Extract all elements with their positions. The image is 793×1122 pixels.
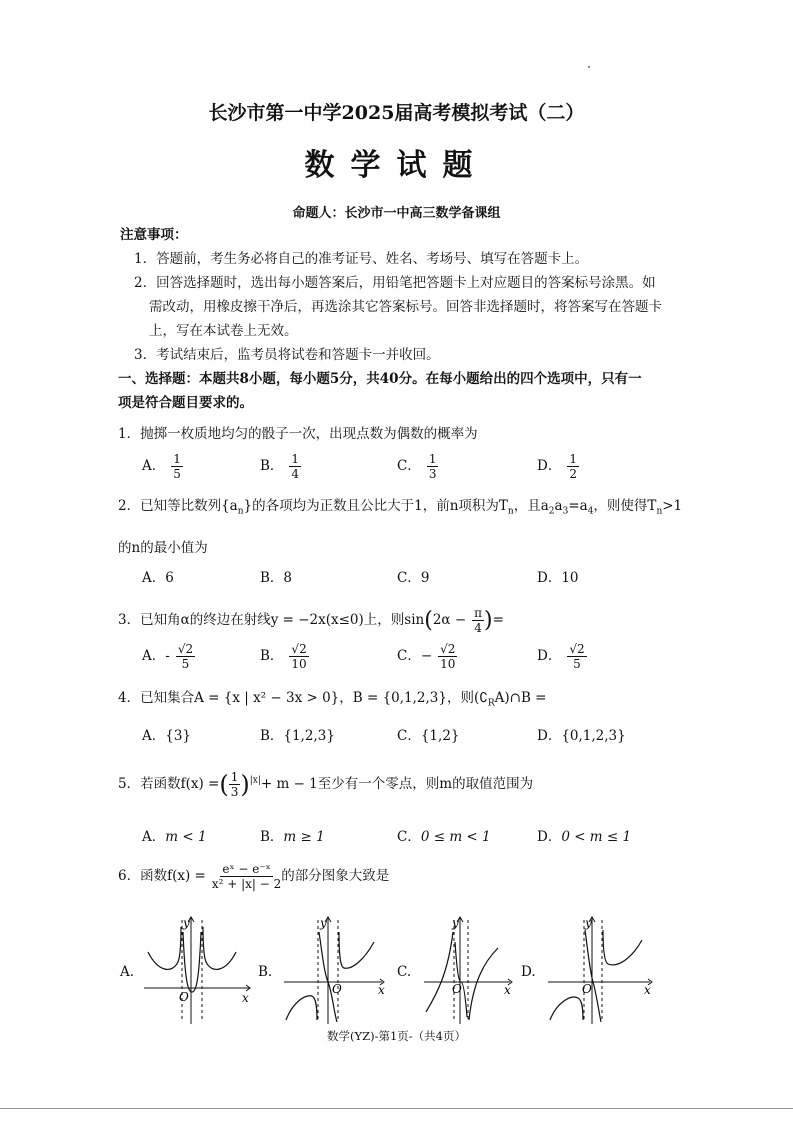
notice-heading: 注意事项： xyxy=(120,227,188,243)
q5-option-b: B．m ≥ 1 xyxy=(260,829,325,845)
q2-option-d: D．10 xyxy=(537,570,579,586)
curve-right xyxy=(469,948,498,1020)
q4-option-c: C．{1,2} xyxy=(397,728,460,744)
q1-option-a: A． $\frac{1}{5}$ xyxy=(142,452,181,481)
origin-label: O xyxy=(179,990,189,1004)
notice-item-3: 3．考试结束后，监考员将试卷和答题卡一并收回。 xyxy=(134,347,440,363)
y-label: y xyxy=(320,916,327,930)
x-label: x xyxy=(378,983,385,997)
exam-title: 长沙市第一中学2025届高考模拟考试（二） xyxy=(208,102,585,124)
q5-option-a: A．m < 1 xyxy=(142,829,207,845)
page-footer: 数学(YZ)-第1页-（共4页） xyxy=(327,1029,466,1043)
q5-option-c: C．0 ≤ m < 1 xyxy=(397,829,491,845)
curve-left xyxy=(148,927,181,969)
q1-option-c: C． $\frac{1}{3}$ xyxy=(397,452,437,481)
q3-option-a: A．- $\frac{√2}{5}$ xyxy=(142,642,194,671)
x-label: x xyxy=(644,983,651,997)
origin-label: O xyxy=(582,982,592,996)
curve-middle xyxy=(455,942,467,1017)
q1-option-d: D． $\frac{1}{2}$ xyxy=(537,452,577,481)
origin-label: O xyxy=(452,982,462,996)
q4-stem: 4．已知集合A = {x | x² − 3x > 0}，B = {0,1,2,3}，则$(∁_RA)\cap B$ = xyxy=(118,690,547,709)
notice-item-2: 2．回答选择题时，选出每小题答案后，用铅笔把答题卡上对应题目的答案标号涂黑。如 xyxy=(134,275,656,291)
q3-option-b: B． $\frac{√2}{10}$ xyxy=(260,642,307,671)
curve-right xyxy=(203,927,236,969)
q3-stem: 3．已知角α的终边在射线y = −2x(x≤0)上，则sin(2α − $\frac{\pi}{4}$ )= xyxy=(118,606,504,635)
author-line: 命题人：长沙市一中高三数学备课组 xyxy=(292,206,501,221)
section-heading-cont: 项是符合题目要求的。 xyxy=(118,395,253,411)
curve-right xyxy=(603,930,642,965)
curve-right xyxy=(339,932,374,968)
q1-option-b: B． $\frac{1}{4}$ xyxy=(260,452,300,481)
q6-option-c-label: C. xyxy=(397,964,412,980)
q2-stem-cont: 的n的最小值为 xyxy=(118,540,208,556)
notice-item-2-cont: 需改动，用橡皮擦干净后，再选涂其它答案标号。回答非选择题时，将答案写在答题卡 xyxy=(149,299,662,315)
q2-option-c: C．9 xyxy=(397,570,430,586)
notice-item-2-cont2: 上，写在本试卷上无效。 xyxy=(149,323,298,339)
scan-dot xyxy=(588,66,590,68)
q6-option-d-label: D. xyxy=(521,964,536,980)
y-label: y xyxy=(183,916,190,930)
curve-left xyxy=(286,996,317,1020)
curve-middle xyxy=(585,930,601,1022)
q6-graph-b xyxy=(278,912,390,1026)
section-heading: 一、选择题：本题共8小题，每小题5分，共40分。在每小题给出的四个选项中，只有一 xyxy=(118,371,642,387)
y-label: y xyxy=(452,916,459,930)
q6-graph-c xyxy=(418,912,518,1026)
q5-option-d: D．0 < m ≤ 1 xyxy=(537,829,632,845)
q4-option-b: B．{1,2,3} xyxy=(260,728,335,744)
x-label: x xyxy=(504,983,511,997)
q4-option-a: A．{3} xyxy=(142,728,192,744)
q6-graph-d xyxy=(542,912,658,1026)
bottom-divider xyxy=(0,1108,793,1109)
q6-stem: 6．函数f(x) = $\frac{\text{eˣ − e⁻ˣ}}{\text{x² + |x| − 2}}$ 的部分图象大致是 xyxy=(118,862,390,891)
notice-item-1: 1．答题前，考生务必将自己的准考证号、姓名、考场号、填写在答题卡上。 xyxy=(134,251,589,267)
origin-label: O xyxy=(332,982,342,996)
curve-middle xyxy=(183,932,201,992)
q5-stem: 5．若函数f(x) =( $\frac{1}{3}$ )$^{|x|}$+ m − 1至少有一个零点，则m的取值范围为 xyxy=(118,770,534,799)
q3-option-d: D． $\frac{√2}{5}$ xyxy=(537,642,585,671)
subject-title: 数学试题 xyxy=(304,148,489,183)
q4-option-d: D．{0,1,2,3} xyxy=(537,728,626,744)
y-label: y xyxy=(585,916,592,930)
x-label: x xyxy=(242,991,249,1005)
curve-left xyxy=(426,932,453,1012)
curve-left xyxy=(550,997,583,1020)
q6-option-a-label: A. xyxy=(120,964,135,980)
q2-option-b: B．8 xyxy=(260,570,293,586)
q2-stem: 2．已知等比数列$\{a_n\}$的各项均为正数且公比大于1，前n项积为$T_n$，且$a_2a_3=a_4$，则使得$T_n>1$ xyxy=(118,498,683,517)
q6-option-b-label: B. xyxy=(258,964,273,980)
q2-option-a: A．6 xyxy=(142,570,174,586)
q3-option-c: C．− $\frac{√2}{10}$ xyxy=(397,642,456,671)
q1-stem: 1．抛掷一枚质地均匀的骰子一次，出现点数为偶数的概率为 xyxy=(118,426,478,442)
q6-graph-a xyxy=(138,912,254,1026)
